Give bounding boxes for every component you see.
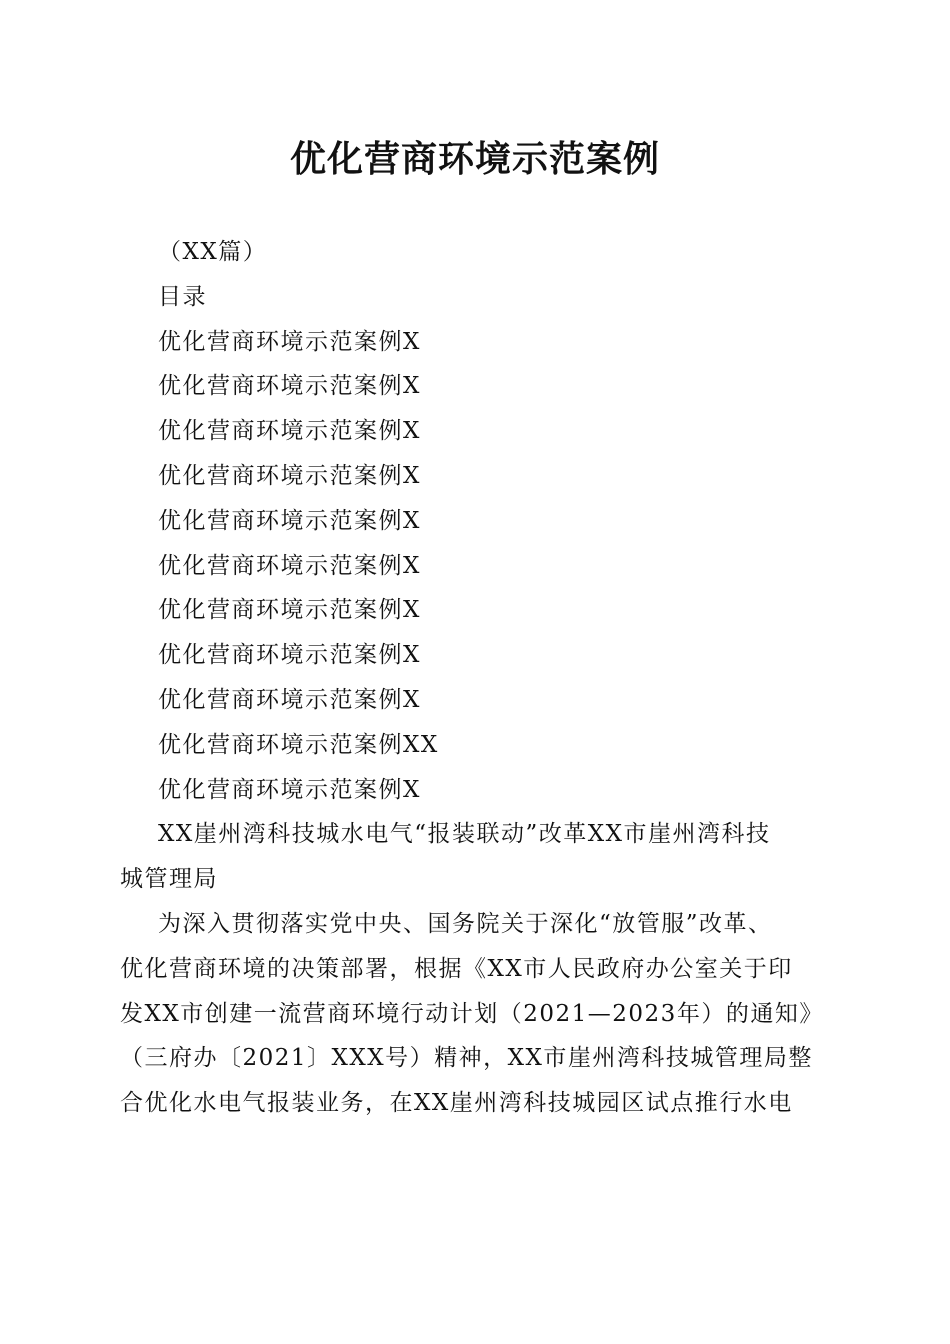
paragraph-line: 合优化水电气报装业务，在XX崖州湾科技城园区试点推行水电 bbox=[120, 1090, 793, 1117]
body-paragraph bbox=[120, 902, 832, 1126]
toc-item: 优化营商环境示范案例X bbox=[158, 462, 421, 489]
toc-item: 优化营商环境示范案例X bbox=[158, 418, 421, 445]
case-heading bbox=[120, 812, 832, 902]
paragraph-line: （三府办〔2021〕XXX号）精神，XX市崖州湾科技城管理局整 bbox=[120, 1045, 813, 1072]
toc-list bbox=[120, 320, 832, 813]
paragraph-line: 为深入贯彻落实党中央、国务院关于深化“放管服”改革、 bbox=[158, 910, 773, 937]
document-subtitle: （XX篇） bbox=[158, 239, 268, 265]
paragraph-line: 优化营商环境的决策部署，根据《XX市人民政府办公室关于印 bbox=[120, 955, 793, 982]
paragraph-line: 发XX市创建一流营商环境行动计划（2021—2023年）的通知》 bbox=[120, 1000, 824, 1027]
toc-item: 优化营商环境示范案例X bbox=[158, 373, 421, 400]
toc-item: 优化营商环境示范案例X bbox=[158, 642, 421, 669]
toc-item: 优化营商环境示范案例X bbox=[158, 776, 421, 803]
toc-item: 优化营商环境示范案例X bbox=[158, 597, 421, 624]
toc-item: 优化营商环境示范案例X bbox=[158, 328, 421, 355]
toc-heading: 目录 bbox=[158, 283, 207, 310]
toc-item: 优化营商环境示范案例XX bbox=[158, 731, 439, 758]
toc-item: 优化营商环境示范案例X bbox=[158, 686, 421, 713]
toc-item: 优化营商环境示范案例X bbox=[158, 507, 421, 534]
case-heading-line: XX崖州湾科技城水电气“报装联动”改革XX市崖州湾科技 bbox=[158, 821, 771, 848]
document-body bbox=[120, 230, 832, 1126]
document-title: 优化营商环境示范案例 bbox=[289, 138, 660, 180]
toc-item: 优化营商环境示范案例X bbox=[158, 552, 421, 579]
case-heading-line: 城管理局 bbox=[120, 866, 218, 893]
